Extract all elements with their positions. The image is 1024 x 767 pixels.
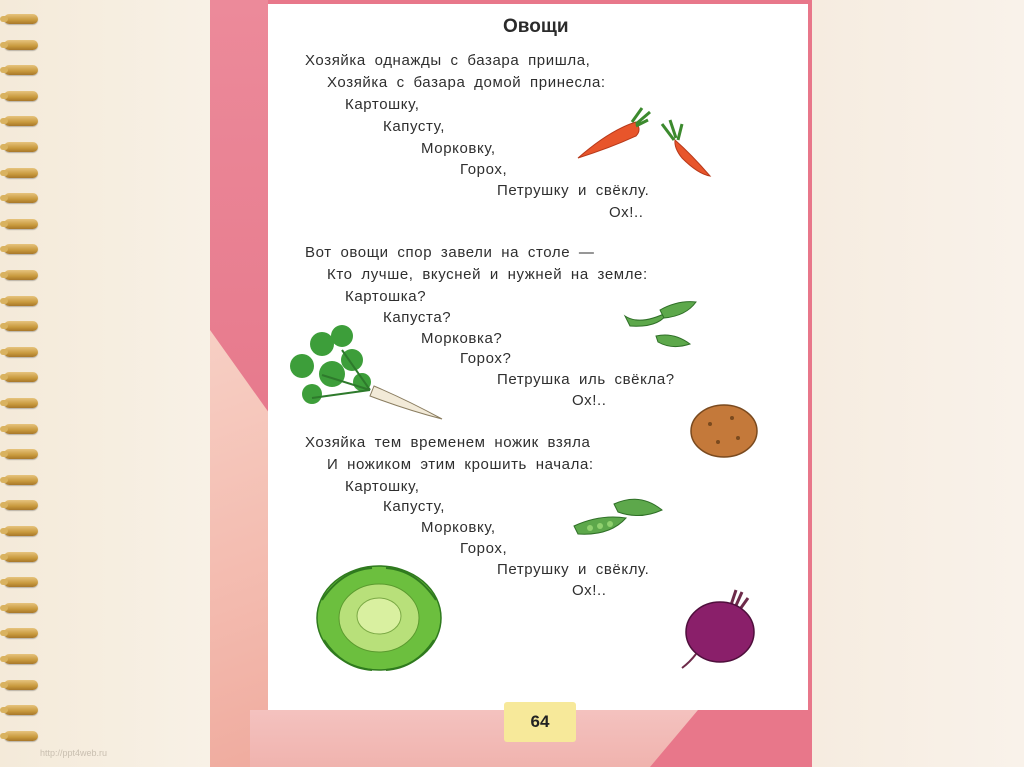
- poem-line: Горох,: [460, 161, 508, 178]
- poem-line: Морковку,: [421, 519, 496, 536]
- spiral-ring: [4, 603, 38, 613]
- spiral-ring: [4, 347, 38, 357]
- carrots-illustration: [570, 100, 720, 180]
- spiral-ring: [4, 680, 38, 690]
- poem-line: Картошку,: [345, 96, 420, 113]
- poem-line: И ножиком этим крошить начала:: [327, 456, 594, 473]
- spiral-ring: [4, 168, 38, 178]
- spiral-ring: [4, 142, 38, 152]
- page-number-badge: [504, 702, 576, 742]
- poem-line: Картошку,: [345, 478, 420, 495]
- beet-illustration: [680, 584, 760, 670]
- spiral-ring: [4, 552, 38, 562]
- spiral-ring: [4, 296, 38, 306]
- spiral-ring: [4, 628, 38, 638]
- spiral-ring: [4, 398, 38, 408]
- poem-line: Хозяйка тем временем ножик взяла: [305, 434, 591, 451]
- spiral-ring: [4, 91, 38, 101]
- poem-line: Хозяйка с базара домой принесла:: [327, 74, 606, 91]
- spiral-ring: [4, 40, 38, 50]
- spiral-ring: [4, 65, 38, 75]
- poem-line: Морковку,: [421, 140, 496, 157]
- poem-line: Петрушка иль свёкла?: [497, 371, 675, 388]
- cabbage-illustration: [312, 560, 447, 675]
- watermark: http://ppt4web.ru: [40, 748, 108, 758]
- spiral-ring: [4, 193, 38, 203]
- spiral-ring: [4, 577, 38, 587]
- poem-line: Вот овощи спор завели на столе —: [305, 244, 595, 261]
- potato-illustration: [688, 400, 760, 462]
- notebook-background: [0, 0, 210, 767]
- spiral-ring: [4, 526, 38, 536]
- poem-line: Ох!..: [609, 204, 644, 221]
- spiral-ring: [4, 372, 38, 382]
- poem-line: Петрушку и свёклу.: [497, 182, 650, 199]
- spiral-ring: [4, 475, 38, 485]
- poem-line: Картошка?: [345, 288, 427, 305]
- poem-line: Кто лучше, вкусней и нужней на земле:: [327, 266, 648, 283]
- poem-line: Ох!..: [572, 392, 607, 409]
- spiral-ring: [4, 321, 38, 331]
- page-number: 64: [530, 712, 550, 731]
- spiral-ring: [4, 14, 38, 24]
- right-background: [812, 0, 1024, 767]
- spiral-ring: [4, 270, 38, 280]
- poem-line: Капусту,: [383, 498, 446, 515]
- spiral-ring: [4, 116, 38, 126]
- spiral-ring: [4, 449, 38, 459]
- poem-line: Горох,: [460, 540, 508, 557]
- poem-line: Капуста?: [383, 309, 452, 326]
- spiral-ring: [4, 705, 38, 715]
- spiral-ring: [4, 500, 38, 510]
- poem-line: Ох!..: [572, 582, 607, 599]
- spiral-ring: [4, 219, 38, 229]
- poem-line: Капусту,: [383, 118, 446, 135]
- spiral-ring: [4, 424, 38, 434]
- poem-title: Овощи: [503, 16, 569, 37]
- poem-line: Петрушку и свёклу.: [497, 561, 650, 578]
- pea-pods-illustration: [570, 490, 665, 540]
- spiral-ring: [4, 731, 38, 741]
- pea-pods-illustration: [620, 296, 700, 351]
- poem-line: Хозяйка однажды с базара пришла,: [305, 52, 591, 69]
- spiral-ring: [4, 244, 38, 254]
- parsley-root-illustration: [282, 320, 447, 425]
- poem-line: Морковка?: [421, 330, 503, 347]
- spiral-ring: [4, 654, 38, 664]
- spiral-binding: [0, 0, 40, 767]
- poem-line: Горох?: [460, 350, 512, 367]
